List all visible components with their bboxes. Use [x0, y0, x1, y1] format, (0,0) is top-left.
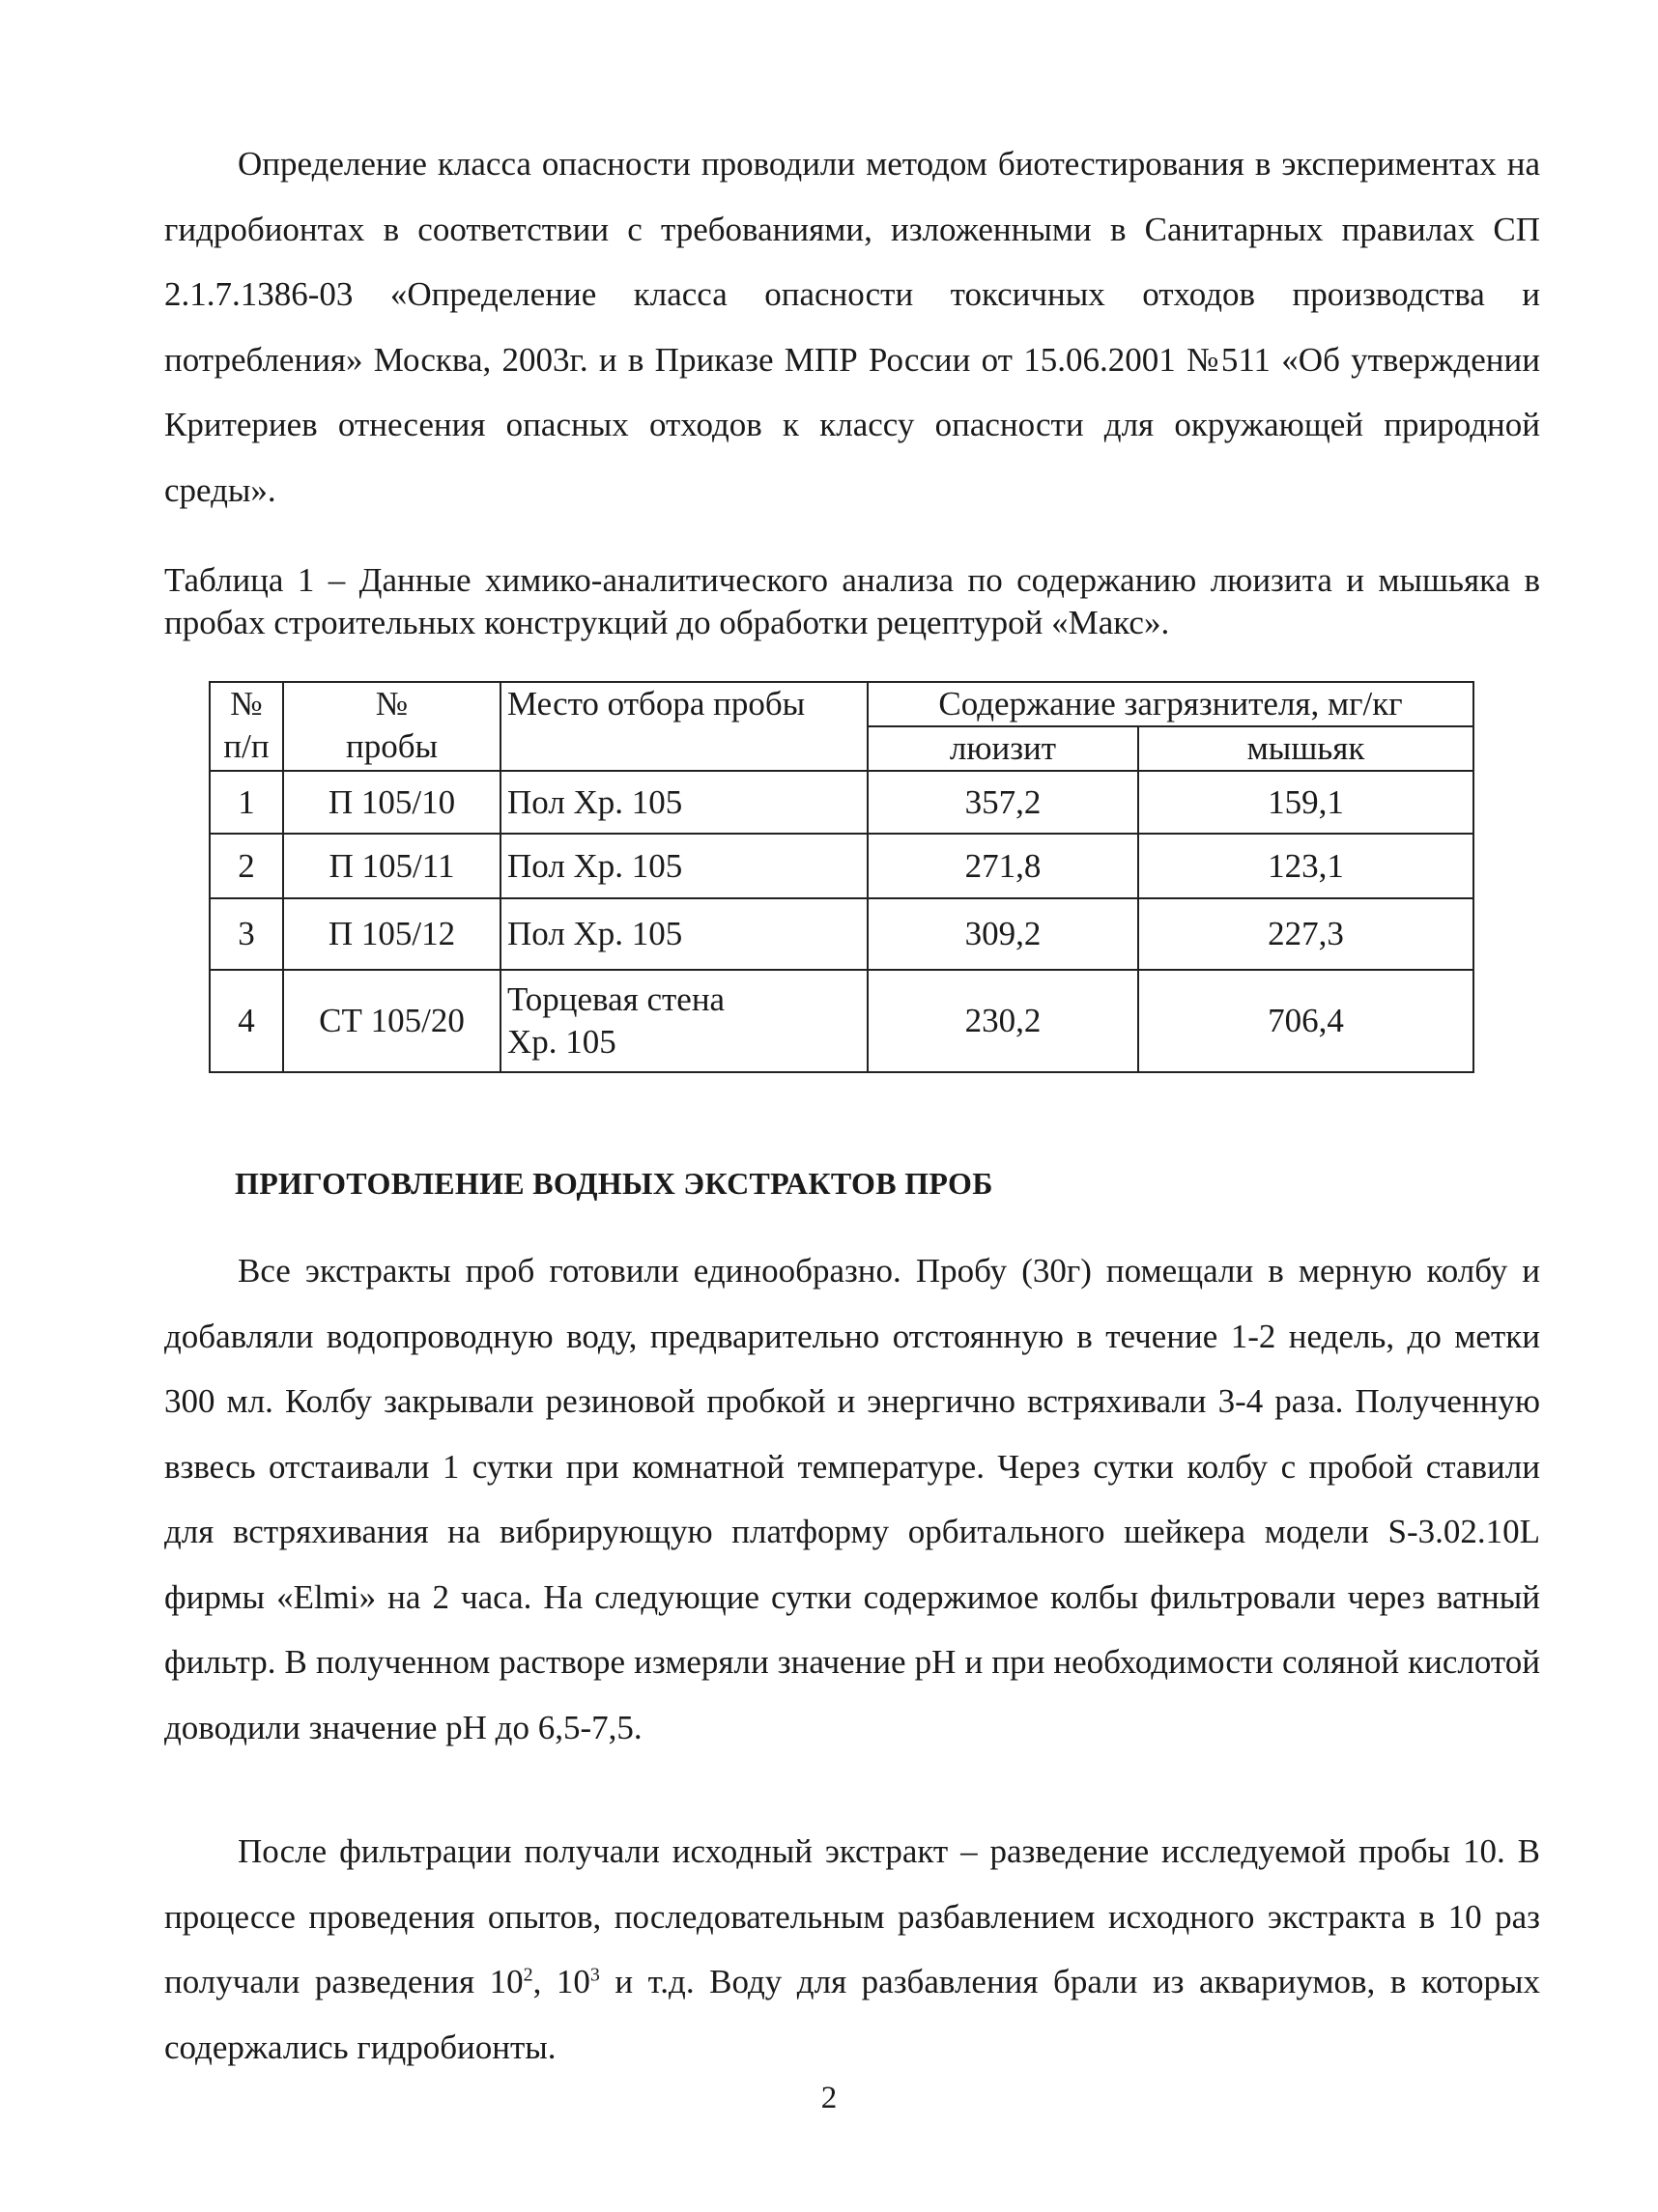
cell-row-number: 3 — [210, 898, 283, 970]
header-arsenic: мышьяк — [1138, 726, 1473, 771]
table-row — [210, 970, 1473, 1072]
cell-sampling-place: Пол Хр. 105 — [500, 834, 868, 898]
cell-row-number: 1 — [210, 771, 283, 834]
header-row-number: № п/п — [210, 682, 283, 771]
cell-arsenic-value: 227,3 — [1138, 898, 1473, 970]
analysis-table — [209, 681, 1474, 1073]
cell-lewisite-value: 309,2 — [868, 898, 1138, 970]
cell-sample-id: П 105/12 — [283, 898, 500, 970]
page-number: 2 — [820, 2081, 838, 2115]
cell-sample-id: П 105/10 — [283, 771, 500, 834]
cell-row-number: 2 — [210, 834, 283, 898]
table-row — [210, 834, 1473, 898]
superscript-exponent: 3 — [589, 1964, 600, 1986]
extract-preparation-paragraph: Все экстракты проб готовили единообразно. Пробу (30г) помещали в мерную колбу и добавляли водопроводную воду, предварительно отстоянную в течение 1-2 недель, до метки 300 мл. Колбу закрывали резиновой пробкой и энергично встряхивали 3-4 раза. Полученную взвесь отстаивали 1 сутки при комнатной температуре. Через сутки колбу с пробой ставили для встряхивания на вибрирующую платформу орбитального шейкера модели S-3.02.10L фирмы «Elmi» на 2 часа. На следующие сутки содержимое колбы фильтровали через ватный фильтр. В полученном растворе измеряли значение рН и при необходимости соляной кислотой доводили значение рН до 6,5-7,5. — [164, 1252, 1540, 1746]
section-heading: ПРИГОТОВЛЕНИЕ ВОДНЫХ ЭКСТРАКТОВ ПРОБ — [235, 1166, 993, 1201]
superscript-exponent: 2 — [523, 1964, 533, 1986]
cell-lewisite-value: 230,2 — [868, 970, 1138, 1072]
header-contaminant-content: Содержание загрязнителя, мг/кг — [868, 682, 1473, 726]
cell-arsenic-value: 706,4 — [1138, 970, 1473, 1072]
intro-paragraph: Определение класса опасности проводили методом биотестирования в экспериментах на гидробионтах в соответствии с требованиями, изложенными в Санитарных правилах СП 2.1.7.1386-03 «Определение класса опасности токсичных отходов производства и потребления» Москва, 2003г. и в Приказе МПР России от 15.06.2001 №511 «Об утверждении Критериев отнесения опасных отходов к классу опасности для окружающей природной среды». — [164, 145, 1540, 509]
header-sampling-place: Место отбора пробы — [500, 682, 868, 771]
header-sample-number: № пробы — [283, 682, 500, 771]
header-lewisite: люизит — [868, 726, 1138, 771]
cell-sample-id: СТ 105/20 — [283, 970, 500, 1072]
cell-arsenic-value: 123,1 — [1138, 834, 1473, 898]
dilution-paragraph: После фильтрации получали исходный экстракт – разведение исследуемой пробы 10. В процессе проведения опытов, последовательным разбавлением исходного экстракта в 10 раз получали разведения $10^2$, $10^3$ и т.д. Воду для разбавления брали из аквариумов, в которых содержались гидробионты. — [164, 1832, 1540, 2066]
cell-sample-id: П 105/11 — [283, 834, 500, 898]
cell-arsenic-value: 159,1 — [1138, 771, 1473, 834]
cell-lewisite-value: 271,8 — [868, 834, 1138, 898]
cell-lewisite-value: 357,2 — [868, 771, 1138, 834]
cell-row-number: 4 — [210, 970, 283, 1072]
cell-sampling-place: Пол Хр. 105 — [500, 771, 868, 834]
table-caption: Таблица 1 – Данные химико-аналитического анализа по содержанию люизита и мышьяка в пробах строительных конструкций до обработки рецептурой «Макс». — [164, 561, 1540, 641]
table-row — [210, 771, 1473, 834]
cell-sampling-place: Торцевая стена Хр. 105 — [500, 970, 868, 1072]
table-row — [210, 898, 1473, 970]
table-header-row — [210, 682, 1473, 726]
cell-sampling-place: Пол Хр. 105 — [500, 898, 868, 970]
